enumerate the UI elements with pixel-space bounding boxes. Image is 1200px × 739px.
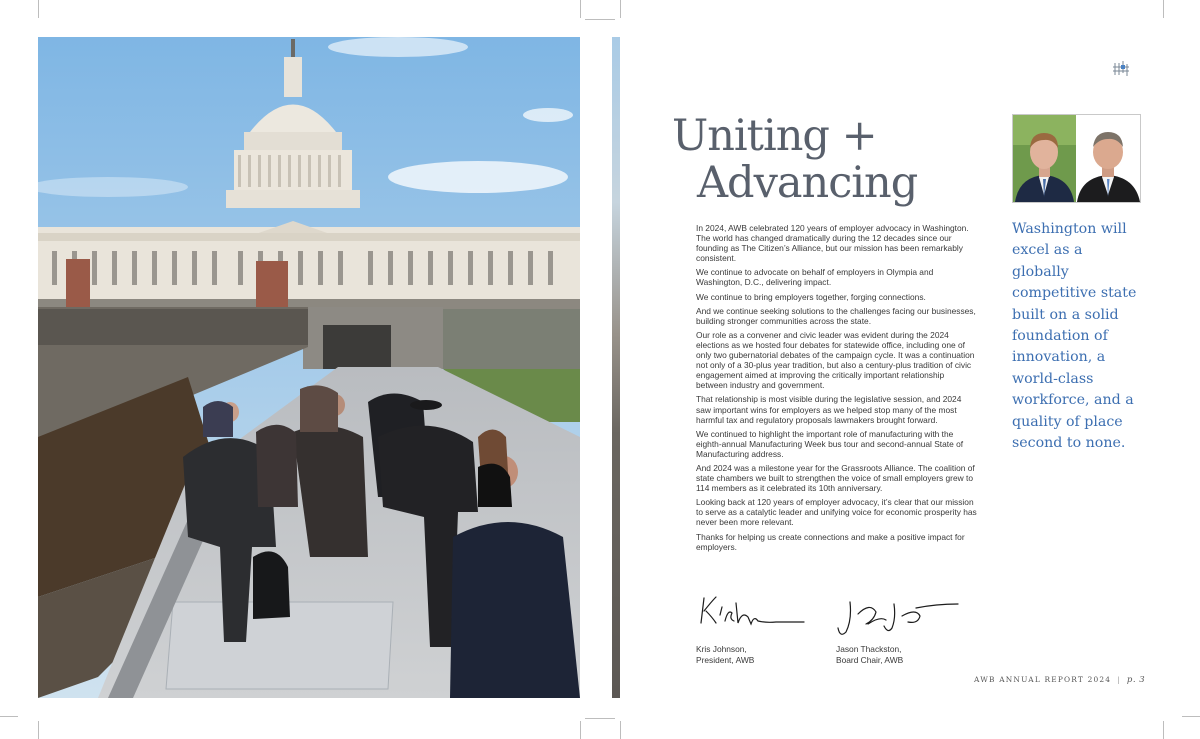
- body-paragraph: In 2024, AWB celebrated 120 years of employer advocacy in Washington. The world has changed dramatically during the 12 decades since our founding as The Citizen’s Alliance, but our mission has been remarkably consistent.: [696, 223, 969, 264]
- crop-mark: [580, 721, 581, 739]
- signature-kris-johnson: [696, 593, 808, 633]
- crop-mark: [1163, 721, 1164, 739]
- page-number: p. 3: [1126, 675, 1146, 685]
- page-footer: [974, 675, 1145, 685]
- body-paragraph: We continue to advocate on behalf of employers in Olympia and Washington, D.C., delivering impact.: [696, 267, 934, 288]
- crop-mark: [585, 19, 615, 20]
- capitol-photo: [38, 37, 580, 698]
- awb-logo-icon: [1112, 61, 1130, 77]
- crop-mark: [580, 0, 581, 18]
- crop-mark: [620, 0, 621, 18]
- footer-report-title: AWB ANNUAL REPORT 2024: [974, 675, 1112, 684]
- headshot-jason-thackston: [1077, 115, 1140, 202]
- photo-bleed-edge: [612, 37, 620, 698]
- headshot-kris-johnson: [1013, 115, 1076, 202]
- crop-mark: [1182, 716, 1200, 717]
- crop-mark: [0, 716, 18, 717]
- headshots: [1012, 114, 1141, 203]
- crop-mark: [38, 721, 39, 739]
- crop-mark: [585, 718, 615, 719]
- signer-name: Kris Johnson,: [696, 644, 747, 654]
- body-paragraph: And 2024 was a milestone year for the Grassroots Alliance. The coalition of state chambers we built to strengthen the voice of small employers grew to 114 members as it celebrated its 10th anniversary.: [696, 462, 975, 494]
- body-paragraph: Looking back at 120 years of employer advocacy, it’s clear that our mission to serve as a catalytic leader and unifying voice for economic prosperity has never been more relevant.: [696, 497, 977, 528]
- title-line-2: Advancing: [697, 158, 918, 208]
- body-paragraph: Thanks for helping us create connections and make a positive impact for employers.: [696, 531, 965, 552]
- footer-separator: |: [1117, 675, 1121, 684]
- title-line-1: Uniting +: [672, 111, 877, 161]
- signature-jason-thackston: [836, 598, 961, 642]
- signer-title: President, AWB: [696, 654, 755, 665]
- crop-mark: [1163, 0, 1164, 18]
- signer-name: Jason Thackston,: [836, 644, 902, 654]
- body-paragraph: Our role as a convener and civic leader was evident during the 2024 elections as we hosted four debates for statewide office, including one of only two gubernatorial debates of the campaign cycle. It was a continuation not only of a 30-plus year tradition, but also a century-plus tradition of civic engagement aimed at improving the critically important relationship between industry and government.: [696, 329, 975, 391]
- pull-quote: Washington will excel as a globally competitive state built on a solid foundation of innovation, a world-class workforce, and a quality of place second to none.: [1012, 221, 1137, 452]
- body-paragraph: We continue to bring employers together, forging connections.: [696, 291, 926, 302]
- signer-title: Board Chair, AWB: [836, 654, 904, 665]
- letter-body: [696, 223, 978, 556]
- body-paragraph: That relationship is most visible during the legislative session, and 2024 saw important wins for employers as we helped stop many of the most harmful tax and regulatory proposals lawmakers brought forward.: [696, 394, 962, 425]
- crop-mark: [620, 721, 621, 739]
- body-paragraph: And we continue seeking solutions to the challenges facing our businesses, building stronger communities across the state.: [696, 305, 976, 326]
- signer-block: [696, 644, 754, 665]
- page-title: [672, 113, 917, 207]
- signer-block: [836, 644, 903, 665]
- crop-mark: [38, 0, 39, 18]
- body-paragraph: We continued to highlight the important role of manufacturing with the eighth-annual Manufacturing Week bus tour and second-annual State of Manufacturing address.: [696, 428, 964, 459]
